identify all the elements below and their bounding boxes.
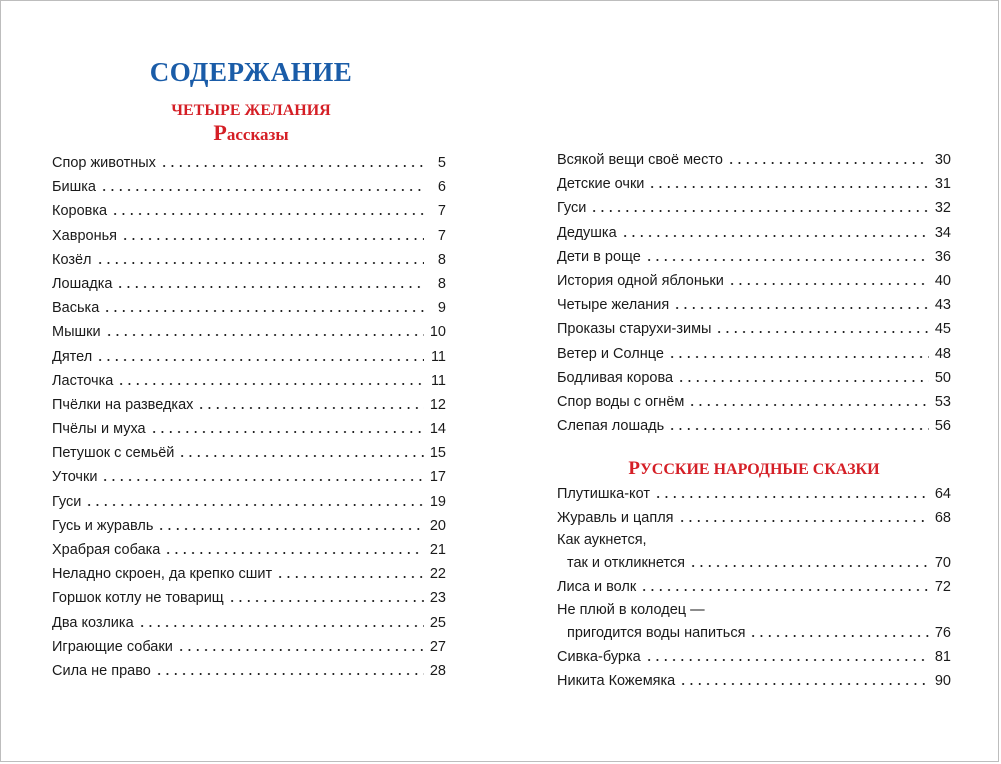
dot-leader <box>117 371 424 386</box>
dot-leader <box>727 151 929 166</box>
dot-leader <box>100 178 424 193</box>
toc-entry[interactable] <box>52 175 446 199</box>
toc-entry[interactable] <box>52 465 446 489</box>
dot-leader <box>164 541 424 556</box>
dot-leader <box>155 661 424 676</box>
entry-page: 48 <box>934 345 951 362</box>
entry-title-line2: так и откликнется <box>567 555 686 572</box>
entry-title: Слепая лошадь <box>557 418 665 435</box>
dot-leader <box>111 202 424 217</box>
entry-page: 10 <box>429 324 446 341</box>
entry-title: Дятел <box>52 348 93 365</box>
entry-page: 11 <box>430 348 446 365</box>
entry-title: Храбрая собака <box>52 542 161 558</box>
entry-title: Гусь и журавль <box>52 517 154 534</box>
toc-entry[interactable] <box>557 293 951 317</box>
entry-page: 6 <box>437 179 446 196</box>
toc-entry[interactable] <box>557 317 951 341</box>
entry-page: 50 <box>934 369 951 386</box>
entry-title: Спор животных <box>52 155 156 171</box>
entry-page: 31 <box>934 176 951 193</box>
entry-title: История одной яблоньки <box>557 272 724 289</box>
toc-right-column <box>557 148 951 438</box>
toc-entry[interactable] <box>52 345 446 369</box>
entry-page: 15 <box>429 445 446 462</box>
entry-page: 25 <box>429 614 446 631</box>
toc-entry[interactable] <box>557 414 951 438</box>
entry-title-line1: Как аукнется, <box>557 532 647 549</box>
entry-title: Козёл <box>52 251 92 268</box>
dot-leader <box>749 623 929 638</box>
entry-page: 14 <box>429 421 446 438</box>
dot-leader <box>673 296 929 311</box>
dot-leader <box>715 320 929 335</box>
dot-leader <box>103 299 424 314</box>
toc-left-column <box>52 151 446 683</box>
toc-entry[interactable] <box>557 482 951 506</box>
entry-title: Васька <box>52 300 100 317</box>
entry-title: Пчёлки на разведках <box>52 396 194 413</box>
entry-title: Лошадка <box>52 275 113 292</box>
entry-page: 81 <box>934 648 951 665</box>
dot-leader <box>621 223 929 238</box>
section-drop-letter: Р <box>628 458 641 479</box>
toc-entry[interactable] <box>557 269 951 293</box>
entry-page: 7 <box>437 227 446 244</box>
toc-entry[interactable] <box>52 417 446 441</box>
toc-entry[interactable] <box>52 248 446 272</box>
dot-leader <box>677 368 929 383</box>
section-title-folk-tales <box>557 458 951 480</box>
dot-leader <box>645 647 929 662</box>
entry-page: 56 <box>934 418 951 435</box>
entry-page: 45 <box>934 321 951 338</box>
toc-entry[interactable] <box>52 514 446 538</box>
toc-entry[interactable] <box>557 390 951 414</box>
dot-leader <box>101 468 424 483</box>
toc-entry[interactable] <box>557 575 951 599</box>
entry-page: 11 <box>430 372 446 389</box>
entry-title: Дедушка <box>557 224 617 241</box>
entry-title: Мышки <box>52 324 101 341</box>
toc-entry[interactable] <box>52 586 446 610</box>
entry-title: Неладно скроен, да крепко сшит <box>52 566 273 583</box>
dot-leader <box>276 565 424 580</box>
entry-page: 8 <box>437 275 446 292</box>
dot-leader <box>590 199 929 214</box>
dot-leader <box>160 154 424 169</box>
entry-title: Два козлика <box>52 614 134 631</box>
toc-entry[interactable] <box>52 659 446 683</box>
toc-entry[interactable] <box>557 669 951 693</box>
dot-leader <box>157 516 424 531</box>
dot-leader <box>688 392 929 407</box>
section-subtitle-stories <box>51 120 451 146</box>
dot-leader <box>654 485 929 500</box>
toc-entry[interactable] <box>557 148 951 172</box>
dot-leader <box>640 578 929 593</box>
entry-title-line1: Не плюй в колодец — <box>557 601 705 618</box>
entry-title: Лиса и волк <box>557 579 637 596</box>
entry-title: Сила не право <box>52 662 151 679</box>
entry-page: 34 <box>934 224 951 241</box>
entry-title: Бишка <box>52 179 96 196</box>
entry-page: 12 <box>429 396 446 413</box>
entry-title: Дети в роще <box>557 248 641 265</box>
toc-entry[interactable] <box>52 224 446 248</box>
entry-page: 19 <box>429 493 446 510</box>
entry-page: 8 <box>437 251 446 268</box>
dot-leader <box>728 271 929 286</box>
dot-leader <box>648 175 929 190</box>
dot-leader <box>150 420 424 435</box>
toc-entry[interactable] <box>52 611 446 635</box>
dot-leader <box>197 395 424 410</box>
dot-leader <box>645 247 929 262</box>
toc-entry[interactable] <box>52 393 446 417</box>
entry-title: Ласточка <box>52 372 114 389</box>
page-title: СОДЕРЖАНИЕ <box>149 57 353 87</box>
dot-leader <box>85 492 424 507</box>
entry-page: 22 <box>429 566 446 583</box>
entry-title: Гуси <box>557 200 587 217</box>
entry-title: Детские очки <box>557 176 645 193</box>
entry-page: 76 <box>934 624 951 641</box>
entry-title: Хавронья <box>52 227 117 244</box>
entry-title: Всякой вещи своё место <box>557 152 723 168</box>
dot-leader <box>668 344 929 359</box>
entry-page: 43 <box>934 297 951 314</box>
entry-page: 7 <box>437 203 446 220</box>
entry-page: 70 <box>934 555 951 572</box>
entry-title: Играющие собаки <box>52 638 173 655</box>
entry-title: Проказы старухи-зимы <box>557 321 712 338</box>
section-title-rest: УССКИЕ НАРОДНЫЕ СКАЗКИ <box>640 461 880 478</box>
entry-page: 23 <box>429 590 446 607</box>
toc-entry[interactable] <box>52 320 446 344</box>
toc-entry[interactable] <box>52 538 446 562</box>
entry-page: 30 <box>934 152 951 168</box>
entry-page: 20 <box>429 517 446 534</box>
entry-page: 68 <box>934 510 951 527</box>
section-title-four-wishes: ЧЕТЫРЕ ЖЕЛАНИЯ <box>171 102 331 119</box>
dot-leader <box>138 613 424 628</box>
entry-page: 9 <box>437 300 446 317</box>
toc-entry[interactable] <box>52 296 446 320</box>
entry-page: 5 <box>437 155 446 171</box>
subtitle-rest: ассказы <box>226 125 289 144</box>
entry-page: 72 <box>934 579 951 596</box>
dot-leader <box>678 509 929 524</box>
dot-leader <box>96 347 424 362</box>
toc-entry[interactable] <box>557 221 951 245</box>
dot-leader <box>121 226 424 241</box>
dot-leader <box>178 444 424 459</box>
entry-page: 64 <box>934 486 951 502</box>
entry-title: Горшок котлу не товарищ <box>52 590 224 607</box>
entry-title: Плутишка-кот <box>557 486 650 502</box>
toc-entry[interactable] <box>52 562 446 586</box>
toc-entry[interactable] <box>52 151 446 175</box>
entry-title: Четыре желания <box>557 297 670 314</box>
entry-title: Спор воды с огнём <box>557 393 685 410</box>
toc-entry[interactable] <box>557 172 951 196</box>
toc-entry[interactable] <box>557 506 951 530</box>
dot-leader <box>228 589 424 604</box>
entry-page: 32 <box>934 200 951 217</box>
entry-title: Бодливая корова <box>557 369 674 386</box>
entry-page: 28 <box>429 662 446 679</box>
entry-title: Никита Кожемяка <box>557 672 676 689</box>
toc-entry[interactable] <box>52 635 446 659</box>
dot-leader <box>177 637 424 652</box>
toc-entry[interactable] <box>557 600 951 645</box>
toc-entry[interactable] <box>52 272 446 296</box>
entry-title: Петушок с семьёй <box>52 445 175 462</box>
toc-entry[interactable] <box>557 366 951 390</box>
toc-folk-tales <box>557 482 951 693</box>
toc-entry[interactable] <box>52 199 446 223</box>
toc-entry[interactable] <box>557 645 951 669</box>
toc-entry[interactable] <box>52 369 446 393</box>
entry-page: 40 <box>934 272 951 289</box>
entry-page: 53 <box>934 393 951 410</box>
entry-page: 27 <box>429 638 446 655</box>
entry-page: 36 <box>934 248 951 265</box>
entry-page: 90 <box>934 672 951 689</box>
toc-entry[interactable] <box>557 245 951 269</box>
entry-page: 17 <box>429 469 446 486</box>
entry-title: Коровка <box>52 203 108 220</box>
entry-title: Сивка-бурка <box>557 648 641 665</box>
entry-page: 21 <box>429 542 446 558</box>
dot-leader <box>679 671 929 686</box>
entry-title: Уточки <box>52 469 98 486</box>
entry-title: Гуси <box>52 493 82 510</box>
dot-leader <box>668 417 929 432</box>
toc-entry[interactable] <box>52 490 446 514</box>
toc-entry[interactable] <box>557 196 951 220</box>
toc-entry[interactable] <box>52 441 446 465</box>
dot-leader <box>105 323 424 338</box>
dot-leader <box>689 554 929 569</box>
dot-leader <box>116 274 424 289</box>
entry-title: Ветер и Солнце <box>557 345 664 362</box>
toc-entry[interactable] <box>557 342 951 366</box>
entry-title: Пчёлы и муха <box>52 421 146 438</box>
toc-entry[interactable] <box>557 530 951 575</box>
dot-leader <box>96 250 424 265</box>
subtitle-drop-letter: Р <box>213 120 227 145</box>
entry-title: Журавль и цапля <box>557 510 674 527</box>
entry-title-line2: пригодится воды напиться <box>567 624 746 641</box>
